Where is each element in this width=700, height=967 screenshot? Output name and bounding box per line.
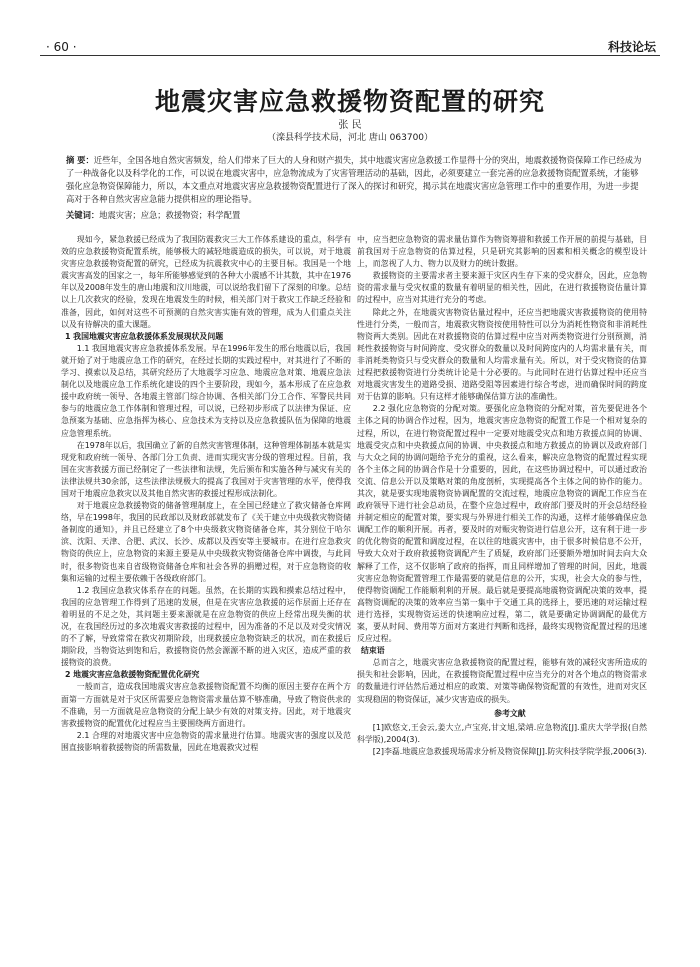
paragraph: 2.2 强化应急物资的分配对策。要强化应急物资的分配对策，首先要促进各个主体之间的协调合作过程，因为，地震灾害应急物资的配置工作是一个相对复杂的过程，所以，在进行物资配置过程中一定要对地震受灾点和地方救援点间的协调、地震受灾点和中央救援点间的协调、中央救援点和地方救援点的协调以及政府部门与大众之间的协调问题给予充分的重视，这么看来，解决应急物资的配置过程实现各个主体之间的协调合作是十分重要的，因此，在这些协调过程中，可以通过政治交流、信息公开以及策略对策的角度剖析，实现提高各个主体之间的协作的能力。其次，就是要实现地震物资协调配置的交流过程，地震应急物资的调配工作应当在政府领导下进行社会总动员，在整个应急过程中，政府部门要及时的开会总结经验并制定相应的配置对策，要实现与外界进行相关工作的沟通，这样才能够确保应急调配工作的顺利开展。再者，要及时的对赈灾物资进行信息公开，这有利于进一步的优化物资的配置和调度过程，在以往的地震灾害中，由于很多时候信息不公开，导致大众对于政府救援物资调配产生了质疑，政府部门还要额外增加时间去向大众解释了工作，这不仅影响了政府的指挥，而且同样增加了管理的时间，因此，地震灾害应急物资配置管理工作最需要的就是信息的公开，实现，社会大众的参与性，使得物资调配工作能顺利利的开展。最后就是要提高地震物资调配决策的效率，提高物资调配的决策的效率应当第一集中于交通工具的选择上，要迅速的对运输过程进行选择，实现物资运送的快速响应过程，第二，就是要确定协调调配的最优方案，要从时间、费用等方面对方案进行判断和选择，最终实现物资配置过程的迅速反应过程。: [357, 404, 647, 644]
abstract: [66, 154, 646, 206]
author: 张 民: [338, 120, 362, 131]
references-title: 参考文献: [494, 708, 526, 718]
journal-section: 科技论坛: [607, 40, 656, 54]
paragraph: 现如今，紧急救援已经成为了我国防震救灾三大工作体系建设的重点，科学有效的应急救援物资配置系统，能够极大的减轻地震造成的损失，可以说，对于地震灾害应急救援物资配置的研究，已经成为抗震救灾中心的主要目标。我国是一个地震灾害高发的国家之一，每年所能够感觉到的各种大小震感不计其数，其中在1976年以及2008年发生的唐山地震和汶川地震，可以说给我们留下了深刻的印象。总结以上几次救灾的经验，发现在地震发生的时候，相关部门对于救灾工作缺乏经验和准备，因此，如何对这些不可预测的自然灾害实施有效的管理，成为人们重点关注以及有待解决的重大课题。: [61, 235, 351, 329]
page-header: [0, 0, 700, 52]
paragraph: 1.2 我国应急救灾体系存在的问题。虽然，在长期的实践和摸索总结过程中，我国的应急管理工作得到了迅速的发展，但是在灾害应急救援的运作层面上还存在着明显的不足之处，其问题主要来源就是在应急物资的供应上经常出现失衡的状况，在我国经历过的多次地震灾害救援的过程中，因为准备的不足以及对受灾情况的不了解，导致常常在救灾初期阶段，出现救援应急物资缺乏的状况，而在救援后期阶段，当物资达到饱和后，救援物资仍然会源源不断的进入灾区，造成严重的救援物资的浪费。: [61, 585, 351, 668]
paper-title: 地震灾害应急救援物资配置的研究: [154, 87, 545, 116]
paragraph: 救援物资的主要需求者主要来源于灾区内生存下来的受灾群众，因此，应急物资的需求量与受灾权重的数量有着明显的相关性，因此，在进行救援物资估量计算的过程中，应当对其进行充分的考虑。: [357, 271, 647, 305]
abstract-label: 摘 要：: [66, 155, 94, 165]
section-heading: 结束语: [360, 646, 385, 656]
paragraph: 总而言之，地震灾害应急救援物资的配置过程，能够有效的减轻灾害所造成的损失和社会影响，因此，在救援物资配置过程中应当充分的对各个地点的物资需求的数量进行评估然后通过相应的政策、对策等确保物资配置的有效性，进而对灾区实现稳固的物资保证，减少灾害造成的损失。: [357, 658, 647, 704]
body-left-column: [61, 234, 351, 754]
affiliation: （滦县科学技术局，河北 唐山 063700）: [266, 133, 434, 143]
keywords-label: 关键词：: [66, 210, 100, 220]
page-number: · 60 ·: [46, 40, 77, 54]
reference-item: [1]欧悠文,王会云,姜大立,卢宝亮,甘文旭,梁靖.应急物流[J].重庆大学学报(自然科学版),2004(3).: [357, 722, 647, 744]
reference-item: [2]李磊.地震应急救援现场需求分析及物资保障[J].防灾科技学院学报,2006(3).: [372, 746, 647, 756]
section-heading: 1 我国地震灾害应急救援体系发展现状及问题: [64, 331, 224, 341]
paragraph: 在1978年以后，我国确立了新的自然灾害管理体制，这种管理体制基本就是实现党和政府统一领导、各部门分工负责、进而实现灾害分级的管理过程。目前，我国在灾害救援方面已经制定了一些法律和法规，先后颁布和实施各种与减灾有关的法律法规共30余部，这些法律法规极大的提高了我国对于灾害管理的水平，使得我国对于地震应急救灾以及其他自然灾害的救援过程形成法制化。: [61, 440, 351, 498]
keywords: [66, 209, 646, 222]
paragraph: 除此之外，在地震灾害物资估量过程中，还应当把地震灾害救援物资的使用特性进行分类，一般而言，地震救灾物资按使用特性可以分为消耗性物资和非消耗性物资两大类别。因此在对救援物资的估算过程中应当对两类物资进行分别预测，消耗性救援物资与时间跨度、受灾群众的数量以及时间跨度内的人均需求量有关，而非消耗类物资只与受灾群众的数量和人均需求量有关。所以，对于受灾物资的估算过程把救援物资进行分类统计论是十分必要的。与此同时在进行估算过程中还应当对地震灾害发生的道路受损、道路受阻等因素进行综合考虑，进而确保时间的跨度对于估算的影响。只有这样才能够确保估算方法的准确性。: [357, 307, 647, 402]
paragraph: 1.1 我国地震灾害应急救援体系发展。早在1996年发生的邢台地震以后，我国就开始了对于地震应急工作的研究，在经过长期的实践过程中，对其进行了不断的学习、摸索以及总结，其研究经历了大地震学习应急、地震应急对策、地震应急法制化以及地震应急工作系统化建设的四个主要阶段，现如今，基本形成了在应急救援中政府统一领导、各地震主管部门综合协调、各相关部门分工合作、军警民共同参与的地震应急工作体制和管理过程，可以说，已经初步形成了以法律为保证、应急预案为基础、应急指挥为核心、应急技术为支持以及应急救援队伍为保障的地震应急管理系统。: [61, 343, 351, 438]
paragraph: 2.1 合理的对地震灾害中应急物资的需求量进行估算。地震灾害的强度以及范围直接影响着救援物资的所需数量，因此在地震救灾过程: [61, 730, 351, 752]
paragraph: 中，应当把应急物资的需求量估算作为物资筹措和救援工作开展的前提与基础，目前我国对于应急物资的估算过程，只是研究其影响的因素和相关概念的模型设计上，而忽视了人力、物力以及财力的统计数据。: [357, 235, 647, 269]
paragraph: 一般而言，造成我国地震灾害应急救援物资配置不均衡的原因主要存在两个方面第一方面就是对于灾区所需要应急物资需求量估算不够准确，导致了物资供求的不准确，另一方面就是应急物资的分配上缺少有效的对策支持。因此，对于地震灾害救援物资的配置优化过程应当主要围绕两方面进行。: [61, 682, 351, 728]
section-heading: 2 地震灾害应急救援物资配置优化研究: [64, 670, 200, 680]
paragraph: 对于地震应急救援物资的储备管理制度上，在全国已经建立了救灾储备仓库网络，早在1998年，我国的民政部以及财政部就发布了《关于建立中央级救灾物资储备制度的通知》，并且已经建立了8个中央级救灾物资储备仓库，其分别位于哈尔滨、沈阳、天津、合肥、武汉、长沙、成都以及西安等主要城市。在进行应急救灾物资的供应上，应急物资的来源主要是从中央级救灾物资储备仓库中调拨，与此同时，很多物资也来自省级物资储备仓库和社会各界的捐赠过程，对于应急物资的收集和运输的过程主要依赖于各级政府部门。: [61, 501, 351, 583]
abstract-text: 近些年，全国各地自然灾害频发，给人们带来了巨大的人身和财产损失，其中地震灾害应急救援工作显得十分的突出，地震救援物资保障工作已经成为了一种战备化以及科学化的工作，可以说在地震灾害中，应急物流成为了灾害管理活动的基础，因此，必须要建立一套完善的应急救援物资配置系统，才能够强化应急物资保障能力，所以，本文重点对地震灾害应急救援物资配置进行了深入的探讨和研究，揭示其在地震灾害应急管理工作中的重要作用，为进一步提高对于各种自然灾害应急能力提供相应的理论指导。: [66, 155, 642, 204]
body-right-column: [357, 234, 647, 758]
header-rule: [40, 55, 660, 56]
keywords-text: 地震灾害；应急；救援物资；科学配置: [99, 210, 241, 220]
